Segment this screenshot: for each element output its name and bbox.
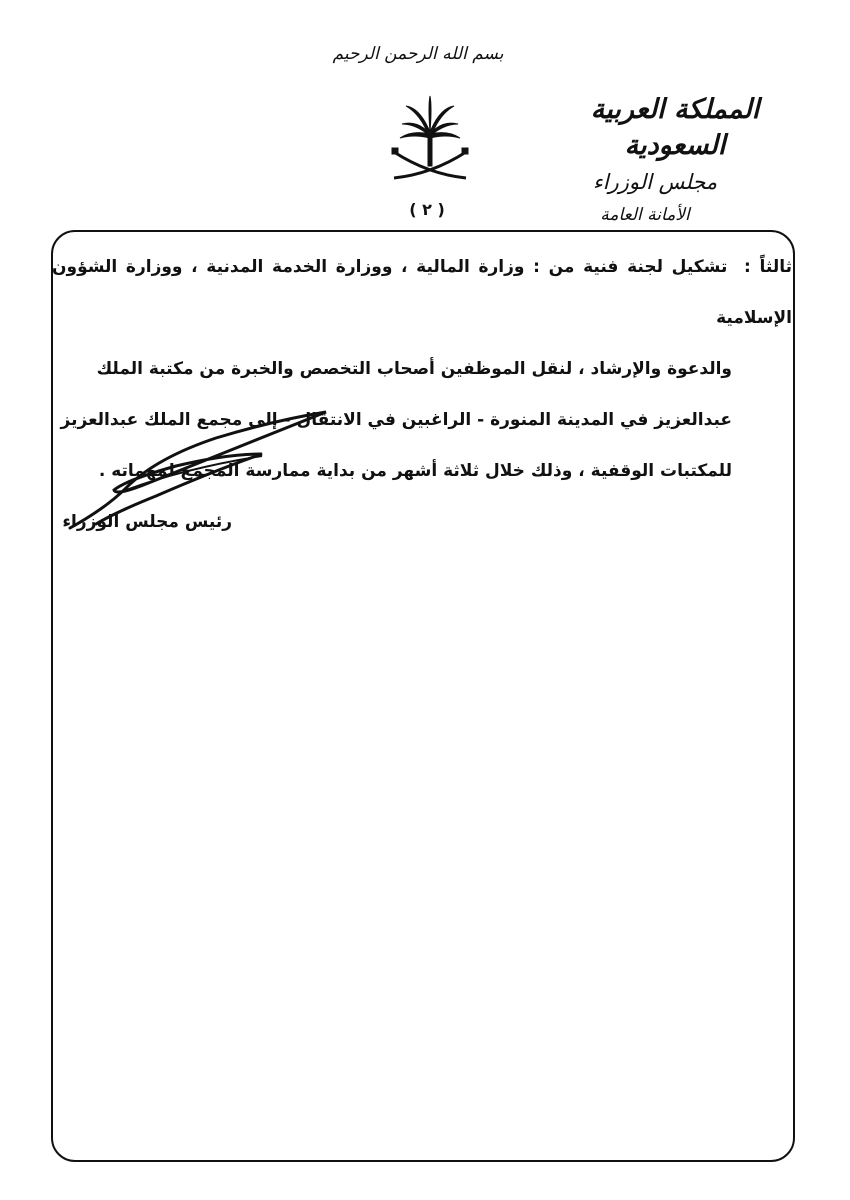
- decision-line-4: للمكتبات الوقفية ، وذلك خلال ثلاثة أشهر من بداية ممارسة المجمع لمهماته .: [98, 461, 732, 481]
- letterhead: [540, 92, 810, 230]
- decision-line-2: والدعوة والإرشاد ، لنقل الموظفين أصحاب التخصص والخبرة من مكتبة الملك: [96, 359, 732, 379]
- page-number: ( ٢ ): [409, 200, 445, 219]
- signatory-title: رئيس مجلس الوزراء: [62, 512, 232, 532]
- council-name: مجلس الوزراء: [592, 170, 718, 194]
- basmala: بسم الله الرحمن الرحيم: [332, 44, 504, 64]
- kingdom-name: المملكة العربية السعودية: [590, 94, 760, 161]
- palm-swords-emblem-icon: [388, 94, 472, 186]
- decision-line-3: عبدالعزيز في المدينة المنورة - الراغبين في الانتقال - إلى مجمع الملك عبدالعزيز: [60, 410, 732, 430]
- secretariat-name: الأمانة العامة: [600, 205, 690, 225]
- item-label: ثالثاً :: [744, 257, 792, 277]
- decision-line-1: [52, 242, 792, 344]
- decision-text-1: تشكيل لجنة فنية من : وزارة المالية ، ووزارة الخدمة المدنية ، ووزارة الشؤون الإسلامية: [52, 257, 792, 328]
